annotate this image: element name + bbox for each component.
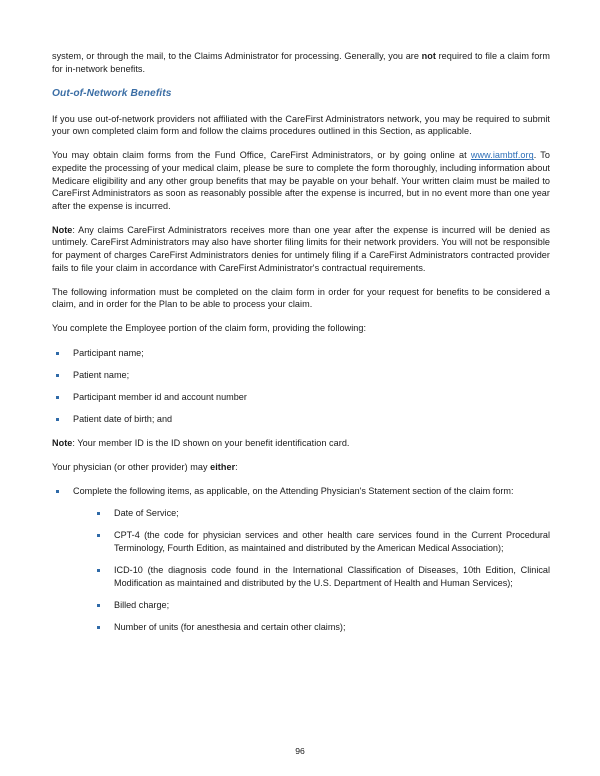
note-timely-filing-label: Note — [52, 224, 73, 235]
physician-items-list — [52, 485, 550, 633]
list-item: Patient date of birth; and — [52, 413, 550, 426]
paragraph-out-of-network: If you use out-of-network providers not affiliated with the CareFirst Administrators network, you may be required to submit your own completed claim form and follow the claims procedures outlined in this Section, as applicable. — [52, 113, 550, 137]
note-member-id-label: Note — [52, 437, 73, 448]
list-item: ICD-10 (the diagnosis code found in the International Classification of Diseases, 10th Edition, Clinical Modification as maintained and distributed by the U.S. Department of Health and Human Services); — [93, 564, 550, 589]
paragraph-continued-part2: required to file a claim form for in-network benefits. — [52, 51, 550, 74]
page-number: 96 — [295, 746, 305, 756]
paragraph-claim-forms — [52, 149, 550, 212]
paragraph-required-info: The following information must be completed on the claim form in order for your request for benefits to be considered a claim, and in order for the Plan to be able to process your claim. — [52, 286, 550, 310]
paragraph-physician — [52, 461, 550, 474]
list-item: CPT-4 (the code for physician services and other health care services found in the Current Procedural Terminology, Fourth Edition, as maintained and distributed by the American Medical Association); — [93, 529, 550, 554]
paragraph-continued — [52, 50, 550, 75]
list-item: Number of units (for anesthesia and certain other claims); — [93, 621, 550, 634]
paragraph-physician-part2: : — [235, 461, 238, 472]
list-item-text: Complete the following items, as applicable, on the Attending Physician's Statement section of the claim form: — [73, 486, 514, 497]
paragraph-continued-bold: not — [421, 51, 436, 61]
list-item: Patient name; — [52, 369, 550, 382]
note-member-id — [52, 437, 550, 450]
note-member-id-text: : Your member ID is the ID shown on your benefit identification card. — [72, 437, 350, 448]
paragraph-claim-forms-part1: You may obtain claim forms from the Fund Office, CareFirst Administrators, or by going online at — [52, 150, 471, 161]
list-item: Participant name; — [52, 347, 550, 360]
paragraph-continued-part1: system, or through the mail, to the Claims Administrator for processing. Generally, you are — [52, 51, 422, 61]
note-timely-filing-text: : Any claims CareFirst Administrators receives more than one year after the expense is incurred will be denied as untimely. CareFirst Administrators may also have shorter filing limits for their network providers. You will not be responsible for payment of charges CareFirst Administrators denies for untimely filing if a CareFirst Administrators contracted provider fails to file your claim in accordance with CareFirst Administrator's contractual requirements. — [52, 224, 550, 273]
paragraph-physician-part1: Your physician (or other provider) may — [52, 461, 211, 472]
paragraph-claim-forms-part2: . To expedite the processing of your medical claim, please be sure to complete the form thoroughly, including information about Medicare eligibility and any other group benefits that may be payable on your behalf. Your written claim must be mailed to CareFirst Administrators as soon as reasonably possible after the expense is incurred, but in no event more than one year after the expense is incurred. — [52, 150, 550, 211]
iambtf-website-link[interactable]: www.iambtf.org — [470, 150, 534, 161]
list-item: Participant member id and account number — [52, 391, 550, 404]
list-item — [52, 485, 550, 633]
employee-items-list — [52, 347, 550, 426]
physician-subitems-list — [73, 507, 550, 633]
list-item: Date of Service; — [93, 507, 550, 520]
paragraph-employee-portion: You complete the Employee portion of the claim form, providing the following: — [52, 323, 367, 334]
note-timely-filing — [52, 224, 550, 274]
heading-out-of-network-benefits: Out-of-Network Benefits — [52, 87, 172, 99]
paragraph-physician-bold: either — [210, 461, 236, 472]
list-item: Billed charge; — [93, 599, 550, 612]
